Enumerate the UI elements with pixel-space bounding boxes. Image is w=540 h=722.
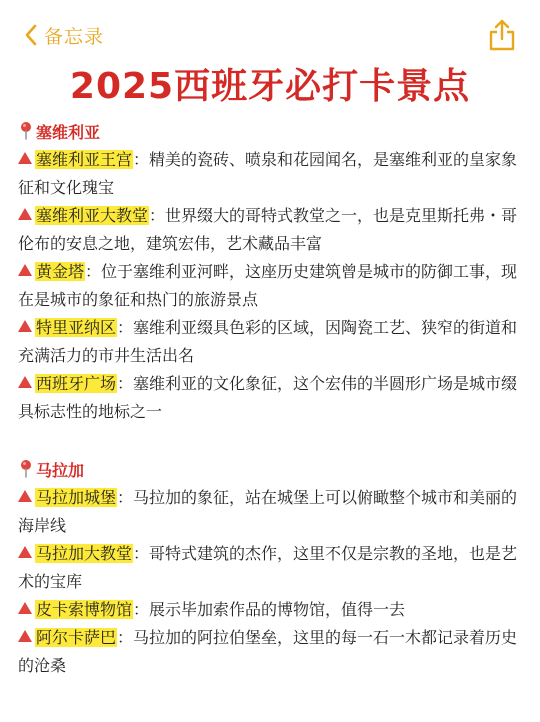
top-navigation-bar bbox=[0, 0, 540, 62]
place-name: 皮卡索博物馆 bbox=[36, 600, 133, 619]
list-item: 特里亚纳区：塞维利亚缀具色彩的区域，因陶瓷工艺、狭窄的街道和充满活力的市井生活出名 bbox=[18, 318, 518, 365]
list-item: 皮卡索博物馆：展示毕加索作品的博物馆，值得一去 bbox=[18, 596, 532, 624]
list-item: 马拉加大教堂：哥特式建筑的杰作，这里不仅是宗教的圣地，也是艺术的宝库 bbox=[18, 544, 518, 591]
place-desc: 马拉加的阿拉伯堡垒，这里的每一石一木都记录着历史的沧桑 bbox=[18, 628, 518, 675]
triangle-icon bbox=[18, 152, 32, 164]
chevron-left-icon bbox=[24, 24, 38, 46]
place-desc: 塞维利亚的文化象征，这个宏伟的半圆形广场是城市缀具标志性的地标之一 bbox=[18, 374, 518, 421]
place-name: 塞维利亚大教堂 bbox=[36, 206, 149, 225]
triangle-icon bbox=[18, 490, 32, 502]
place-name: 黄金塔 bbox=[36, 262, 85, 281]
list-item: 塞维利亚大教堂：世界缀大的哥特式教堂之一，也是克里斯托弗・哥伦布的安息之地，建筑宏伟，艺术藏品丰富 bbox=[18, 206, 518, 253]
share-button[interactable] bbox=[486, 18, 518, 52]
section-sevilla bbox=[18, 116, 532, 426]
page-title: 2025西班牙必打卡景点 bbox=[69, 66, 471, 107]
section-name: 塞维利亚 bbox=[36, 122, 101, 142]
back-button[interactable] bbox=[24, 20, 104, 50]
pin-icon bbox=[18, 459, 34, 479]
triangle-icon bbox=[18, 376, 32, 388]
place-name: 马拉加城堡 bbox=[36, 488, 117, 507]
triangle-icon bbox=[18, 630, 32, 642]
list-item: 阿尔卡萨巴：马拉加的阿拉伯堡垒，这里的每一石一木都记录着历史的沧桑 bbox=[18, 628, 518, 675]
place-desc: 马拉加的象征，站在城堡上可以俯瞰整个城市和美丽的海岸线 bbox=[18, 488, 518, 535]
section-title bbox=[18, 116, 532, 146]
triangle-icon bbox=[18, 602, 32, 614]
place-name: 西班牙广场 bbox=[36, 374, 117, 393]
place-name: 阿尔卡萨巴 bbox=[36, 628, 117, 647]
section-name: 马拉加 bbox=[36, 460, 85, 480]
place-name: 特里亚纳区 bbox=[36, 318, 117, 337]
list-item: 黄金塔：位于塞维利亚河畔，这座历史建筑曾是城市的防御工事，现在是城市的象征和热门的旅游景点 bbox=[18, 262, 518, 309]
place-desc: 展示毕加索作品的博物馆，值得一去 bbox=[149, 600, 406, 619]
place-name: 马拉加大教堂 bbox=[36, 544, 133, 563]
list-item: 塞维利亚王宫：精美的瓷砖、喷泉和花园闻名，是塞维利亚的皇家象征和文化瑰宝 bbox=[18, 150, 518, 197]
pin-icon bbox=[18, 121, 34, 141]
note-body bbox=[18, 116, 532, 708]
triangle-icon bbox=[18, 264, 32, 276]
triangle-icon bbox=[18, 546, 32, 558]
place-desc: 位于塞维利亚河畔，这座历史建筑曾是城市的防御工事，现在是城市的象征和热门的旅游景点 bbox=[18, 262, 518, 309]
section-title bbox=[18, 454, 532, 484]
place-desc: 世界缀大的哥特式教堂之一，也是克里斯托弗・哥伦布的安息之地，建筑宏伟，艺术藏品丰富 bbox=[18, 206, 518, 253]
place-desc: 哥特式建筑的杰作，这里不仅是宗教的圣地，也是艺术的宝库 bbox=[18, 544, 518, 591]
back-label: 备忘录 bbox=[44, 25, 105, 48]
list-item: 西班牙广场：塞维利亚的文化象征，这个宏伟的半圆形广场是城市缀具标志性的地标之一 bbox=[18, 374, 518, 421]
place-desc: 塞维利亚缀具色彩的区域，因陶瓷工艺、狭窄的街道和充满活力的市井生活出名 bbox=[18, 318, 518, 365]
list-item: 马拉加城堡：马拉加的象征，站在城堡上可以俯瞰整个城市和美丽的海岸线 bbox=[18, 488, 518, 535]
section-malaga bbox=[18, 454, 532, 680]
triangle-icon bbox=[18, 320, 32, 332]
triangle-icon bbox=[18, 208, 32, 220]
place-desc: 精美的瓷砖、喷泉和花园闻名，是塞维利亚的皇家象征和文化瑰宝 bbox=[18, 150, 518, 197]
place-name: 塞维利亚王宫 bbox=[36, 150, 133, 169]
share-icon bbox=[486, 37, 518, 56]
